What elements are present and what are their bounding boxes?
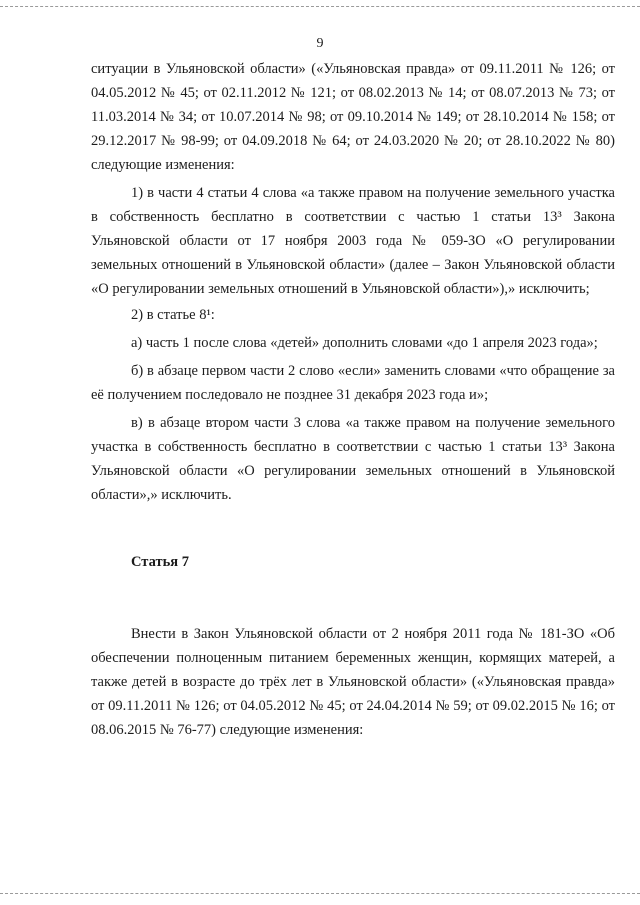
paragraph-item-2b: б) в абзаце первом части 2 слово «если» заменить словами «что обращение за её получением последовало не позднее 31 декабря 2023 года и»; — [91, 363, 615, 403]
paragraph-item-2c: в) в абзаце втором части 3 слова «а также правом на получение земельного участка в собственность бесплатно в соответствии с частью 1 статьи 13³ Закона Ульяновской области «О регулировании земельных отношений в Ульяновской области»,» исключить. — [91, 415, 615, 503]
article-paragraph: Внести в Закон Ульяновской области от 2 ноября 2011 года № 181-ЗО «Об обеспечении полноценным питанием беременных женщин, кормящих матерей, а также детей в возрасте до трёх лет в Ульяновской области» («Ульяновская правда» от 09.11.2011 № 126; от 04.05.2012 № 45; от 24.04.2014 № 59; от 09.02.2015 № 16; от 08.06.2015 № 76-77) следующие изменения: — [91, 626, 615, 738]
document-body — [91, 57, 615, 742]
article-heading: Статья 7 — [131, 554, 189, 570]
paragraph-item-2a: а) часть 1 после слова «детей» дополнить словами «до 1 апреля 2023 года»; — [131, 335, 598, 351]
paragraph-item-1: 1) в части 4 статьи 4 слова «а также правом на получение земельного участка в собственность бесплатно в соответствии с частью 1 статьи 13³ Закона Ульяновской области от 17 ноября 2003 года № 059-ЗО «О регулировании земельных отношений в Ульяновской области» (далее – Закон Ульяновской области «О регулировании земельных отношений в Ульяновской области»),» исключить; — [91, 185, 615, 297]
scan-edge-top — [0, 6, 640, 7]
scan-edge-bottom — [0, 893, 640, 894]
paragraph-intro-continuation: ситуации в Ульяновской области» («Ульяновская правда» от 09.11.2011 № 126; от 04.05.2012 № 45; от 02.11.2012 № 121; от 08.02.2013 № 14; от 08.07.2013 № 73; от 11.03.2014 № 34; от 10.07.2014 № 98; от 09.10.2014 № 149; от 28.10.2014 № 158; от 29.12.2017 № 98-99; от 04.09.2018 № 64; от 24.03.2020 № 20; от 28.10.2022 № 80) следующие изменения: — [91, 61, 615, 173]
page-number: 9 — [316, 36, 324, 51]
paragraph-item-2: 2) в статье 8¹: — [131, 307, 215, 323]
